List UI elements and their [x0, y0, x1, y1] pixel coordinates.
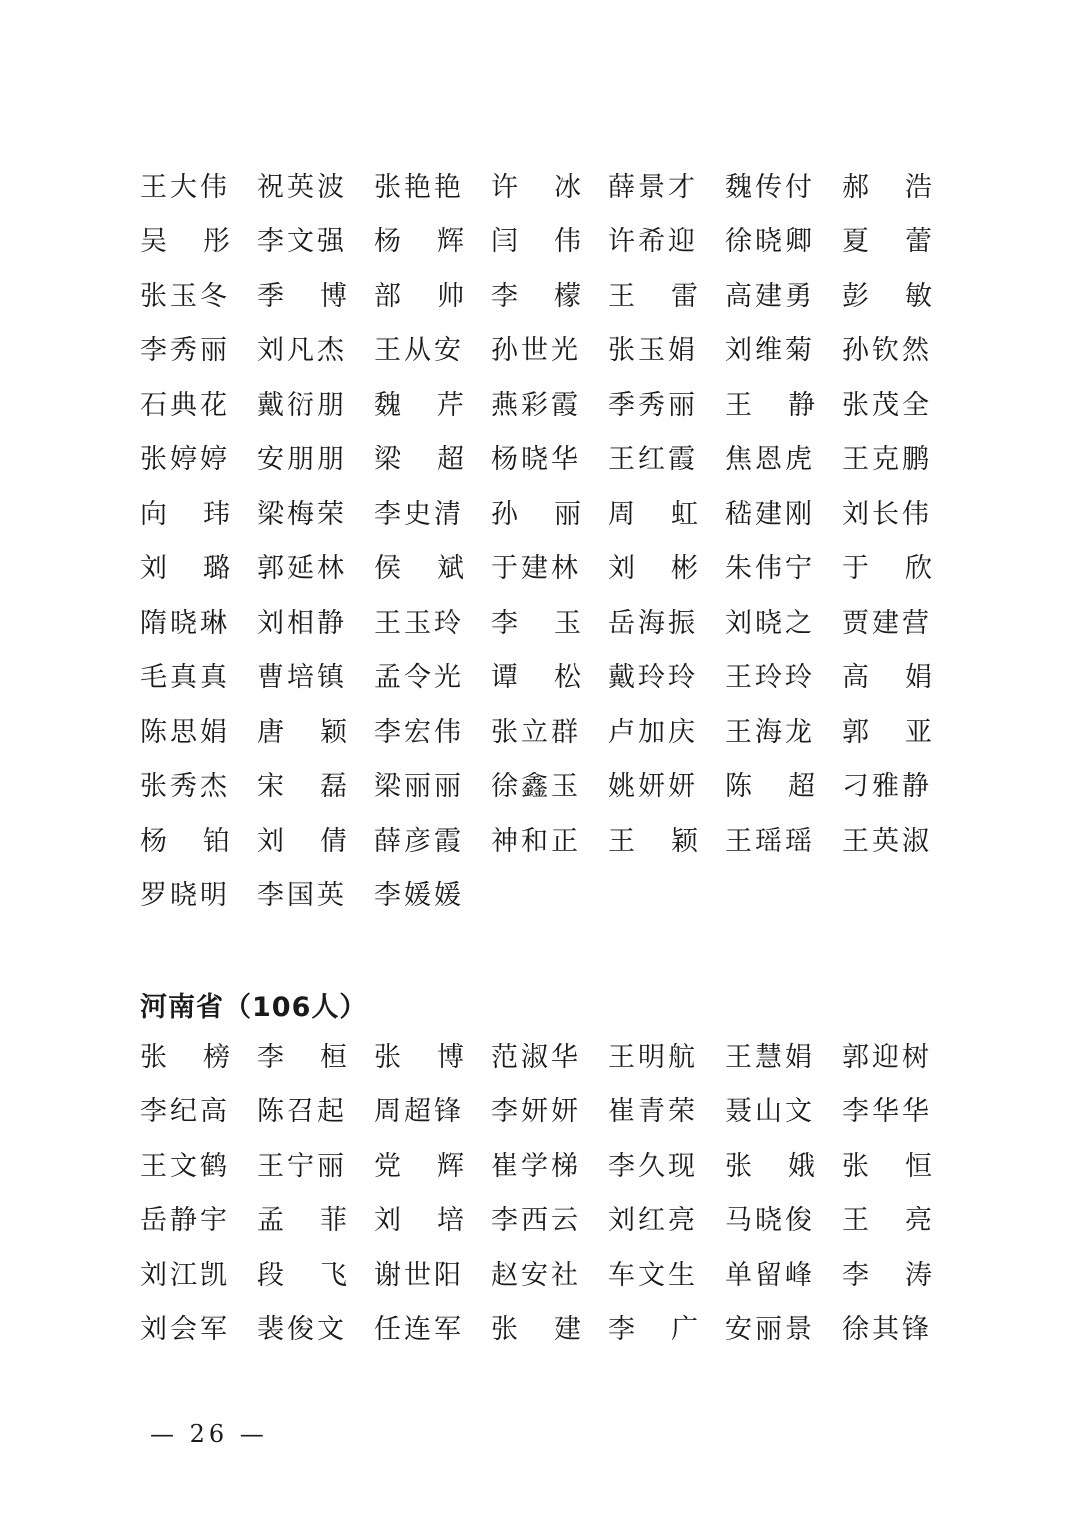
person-name: 于 欣	[842, 553, 932, 585]
person-name: 王慧娟	[725, 1041, 815, 1073]
person-name: 刘江凯	[140, 1259, 230, 1291]
person-name: 孙 丽	[491, 498, 581, 530]
person-name: 许 冰	[491, 171, 581, 203]
person-name: 王红霞	[608, 444, 698, 476]
person-name: 薛景才	[608, 171, 698, 203]
person-name: 安朋朋	[257, 444, 347, 476]
person-name: 祝英波	[257, 171, 347, 203]
section-heading-henan: 河南省（106人）	[140, 992, 368, 1023]
person-name: 李史清	[374, 498, 464, 530]
person-name: 梁梅荣	[257, 498, 347, 530]
name-row	[140, 324, 940, 379]
page-number: — 26 —	[150, 1420, 268, 1448]
person-name: 李久现	[608, 1150, 698, 1182]
person-name: 曹培镇	[257, 662, 347, 694]
person-name: 刘长伟	[842, 498, 932, 530]
name-list-henan	[140, 1030, 940, 1357]
name-row	[140, 1030, 940, 1085]
person-name: 郭迎树	[842, 1041, 932, 1073]
person-name: 高建勇	[725, 280, 815, 312]
person-name: 陈思娟	[140, 716, 230, 748]
person-name: 杨 铂	[140, 825, 230, 857]
person-name: 唐 颖	[257, 716, 347, 748]
name-row	[140, 1248, 940, 1303]
person-name: 刘相静	[257, 607, 347, 639]
person-name: 党 辉	[374, 1150, 464, 1182]
person-name: 王 雷	[608, 280, 698, 312]
person-name: 张 榜	[140, 1041, 230, 1073]
person-name: 周 虹	[608, 498, 698, 530]
person-name: 梁 超	[374, 444, 464, 476]
person-name: 张 恒	[842, 1150, 932, 1182]
person-name: 魏 芹	[374, 389, 464, 421]
person-name: 岳海振	[608, 607, 698, 639]
person-name: 刘维菊	[725, 335, 815, 367]
name-row	[140, 160, 940, 215]
person-name: 季 博	[257, 280, 347, 312]
person-name: 谭 松	[491, 662, 581, 694]
person-name: 孙世光	[491, 335, 581, 367]
name-row	[140, 433, 940, 488]
person-name: 李 桓	[257, 1041, 347, 1073]
person-name: 部 帅	[374, 280, 464, 312]
person-name: 刘 彬	[608, 553, 698, 585]
person-name: 姚妍妍	[608, 771, 698, 803]
person-name: 李秀丽	[140, 335, 230, 367]
person-name: 王克鹏	[842, 444, 932, 476]
person-name: 张 建	[491, 1314, 581, 1346]
person-name: 李 檬	[491, 280, 581, 312]
name-row	[140, 1303, 940, 1358]
person-name: 崔青荣	[608, 1096, 698, 1128]
person-name: 单留峰	[725, 1259, 815, 1291]
person-name: 朱伟宁	[725, 553, 815, 585]
person-name: 岳静宇	[140, 1205, 230, 1237]
person-name: 车文生	[608, 1259, 698, 1291]
person-name: 季秀丽	[608, 389, 698, 421]
person-name: 张秀杰	[140, 771, 230, 803]
person-name: 王海龙	[725, 716, 815, 748]
person-name: 王大伟	[140, 171, 230, 203]
person-name: 孟令光	[374, 662, 464, 694]
person-name: 罗晓明	[140, 880, 230, 912]
person-name: 张 博	[374, 1041, 464, 1073]
person-name: 闫 伟	[491, 226, 581, 258]
person-name: 隋晓琳	[140, 607, 230, 639]
person-name: 于建林	[491, 553, 581, 585]
person-name: 杨 辉	[374, 226, 464, 258]
name-row	[140, 269, 940, 324]
person-name: 焦恩虎	[725, 444, 815, 476]
person-name: 李 广	[608, 1314, 698, 1346]
person-name: 崔学梯	[491, 1150, 581, 1182]
name-row	[140, 651, 940, 706]
person-name: 侯 斌	[374, 553, 464, 585]
person-name: 神和正	[491, 825, 581, 857]
name-row	[140, 1194, 940, 1249]
person-name: 李文强	[257, 226, 347, 258]
person-name: 李 涛	[842, 1259, 932, 1291]
person-name: 王玲玲	[725, 662, 815, 694]
person-name: 陈 超	[725, 771, 815, 803]
person-name: 张玉冬	[140, 280, 230, 312]
person-name: 王英淑	[842, 825, 932, 857]
person-name: 张玉娟	[608, 335, 698, 367]
person-name: 安丽景	[725, 1314, 815, 1346]
person-name: 宋 磊	[257, 771, 347, 803]
person-name: 郭延林	[257, 553, 347, 585]
person-name: 吴 彤	[140, 226, 230, 258]
person-name: 周超锋	[374, 1096, 464, 1128]
person-name: 李纪高	[140, 1096, 230, 1128]
person-name: 李华华	[842, 1096, 932, 1128]
person-name: 许希迎	[608, 226, 698, 258]
person-name: 李西云	[491, 1205, 581, 1237]
person-name: 王从安	[374, 335, 464, 367]
person-name: 夏 蕾	[842, 226, 932, 258]
person-name: 贾建营	[842, 607, 932, 639]
person-name: 刘 倩	[257, 825, 347, 857]
person-name: 张立群	[491, 716, 581, 748]
person-name: 王 静	[725, 389, 815, 421]
name-row	[140, 814, 940, 869]
name-row	[140, 760, 940, 815]
person-name: 徐其锋	[842, 1314, 932, 1346]
person-name: 刘 培	[374, 1205, 464, 1237]
person-name: 杨晓华	[491, 444, 581, 476]
person-name: 张婷婷	[140, 444, 230, 476]
person-name: 张茂全	[842, 389, 932, 421]
person-name: 戴衍朋	[257, 389, 347, 421]
person-name: 聂山文	[725, 1096, 815, 1128]
person-name: 嵇建刚	[725, 498, 815, 530]
person-name: 卢加庆	[608, 716, 698, 748]
person-name: 王宁丽	[257, 1150, 347, 1182]
person-name: 李妍妍	[491, 1096, 581, 1128]
person-name: 徐晓卿	[725, 226, 815, 258]
person-name: 戴玲玲	[608, 662, 698, 694]
person-name: 谢世阳	[374, 1259, 464, 1291]
person-name: 段 飞	[257, 1259, 347, 1291]
person-name: 刁雅静	[842, 771, 932, 803]
name-row	[140, 378, 940, 433]
person-name: 孙钦然	[842, 335, 932, 367]
person-name: 高 娟	[842, 662, 932, 694]
name-row	[140, 596, 940, 651]
person-name: 刘红亮	[608, 1205, 698, 1237]
person-name: 徐鑫玉	[491, 771, 581, 803]
person-name: 刘晓之	[725, 607, 815, 639]
person-name: 王文鹤	[140, 1150, 230, 1182]
person-name: 王明航	[608, 1041, 698, 1073]
person-name: 刘 璐	[140, 553, 230, 585]
person-name: 李宏伟	[374, 716, 464, 748]
name-row	[140, 487, 940, 542]
person-name: 赵安社	[491, 1259, 581, 1291]
person-name: 王 颖	[608, 825, 698, 857]
name-list-continued	[140, 160, 940, 923]
person-name: 裴俊文	[257, 1314, 347, 1346]
person-name: 刘凡杰	[257, 335, 347, 367]
person-name: 王 亮	[842, 1205, 932, 1237]
person-name: 孟 菲	[257, 1205, 347, 1237]
person-name: 彭 敏	[842, 280, 932, 312]
person-name: 薛彦霞	[374, 825, 464, 857]
person-name: 张艳艳	[374, 171, 464, 203]
person-name: 梁丽丽	[374, 771, 464, 803]
name-row	[140, 215, 940, 270]
name-row	[140, 705, 940, 760]
person-name: 王瑶瑶	[725, 825, 815, 857]
person-name: 刘会军	[140, 1314, 230, 1346]
person-name: 魏传付	[725, 171, 815, 203]
person-name: 范淑华	[491, 1041, 581, 1073]
person-name: 郭 亚	[842, 716, 932, 748]
person-name: 马晓俊	[725, 1205, 815, 1237]
name-row	[140, 542, 940, 597]
name-row	[140, 869, 940, 924]
person-name: 毛真真	[140, 662, 230, 694]
person-name: 石典花	[140, 389, 230, 421]
person-name: 任连军	[374, 1314, 464, 1346]
person-name: 郝 浩	[842, 171, 932, 203]
person-name: 李国英	[257, 880, 347, 912]
person-name: 张 娥	[725, 1150, 815, 1182]
person-name: 陈召起	[257, 1096, 347, 1128]
name-row	[140, 1139, 940, 1194]
person-name: 王玉玲	[374, 607, 464, 639]
person-name: 燕彩霞	[491, 389, 581, 421]
person-name: 李媛媛	[374, 880, 464, 912]
name-row	[140, 1085, 940, 1140]
person-name: 向 玮	[140, 498, 230, 530]
person-name: 李 玉	[491, 607, 581, 639]
